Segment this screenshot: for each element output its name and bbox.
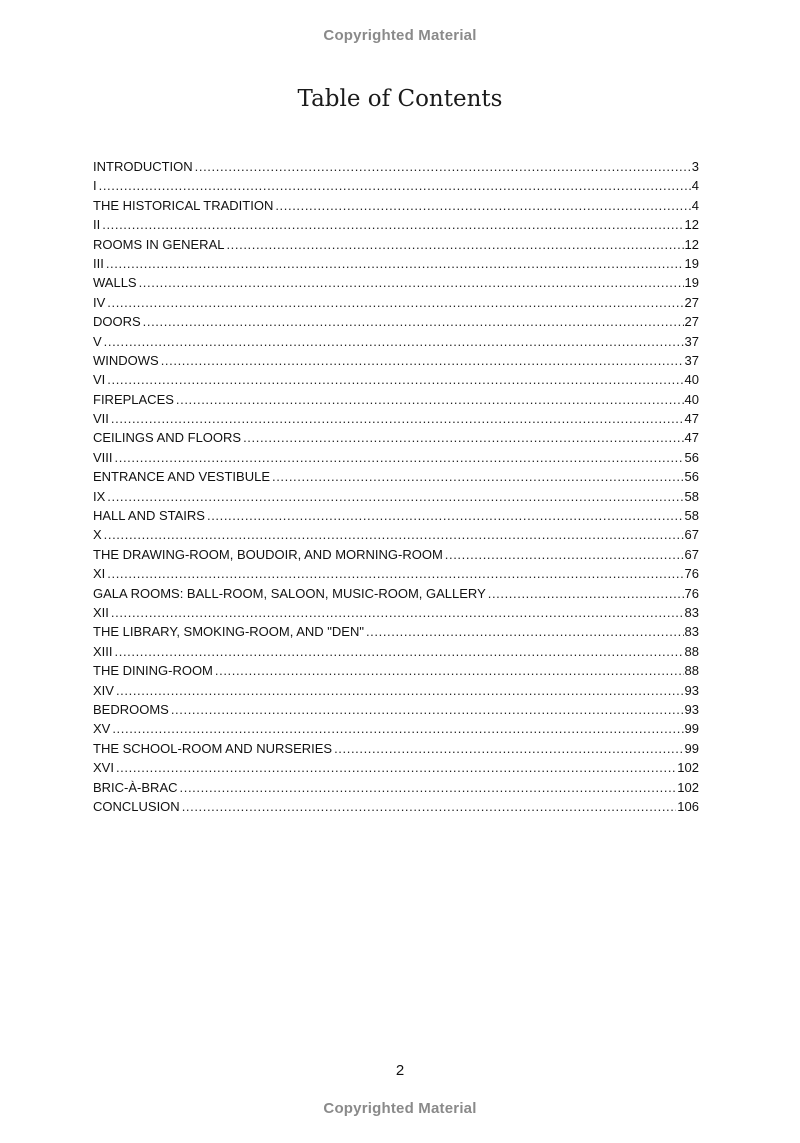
toc-dot-leader [182,799,677,814]
toc-entry-page-number: 27 [684,314,699,330]
toc-dot-leader [106,256,684,271]
toc-entry-label: WINDOWS [93,352,159,368]
toc-entry[interactable] [93,547,699,566]
toc-entry-label: BRIC-À-BRAC [93,779,178,795]
toc-entry[interactable] [93,178,699,197]
toc-entry[interactable] [93,702,699,721]
toc-entry[interactable] [93,275,699,294]
page-number: 2 [395,1062,405,1079]
toc-entry[interactable] [93,256,699,275]
toc-entry-label: VII [93,411,109,427]
toc-entry-label: FIREPLACES [93,391,174,407]
toc-entry-label: XVI [93,760,114,776]
toc-entry-page-number: 67 [684,527,699,543]
toc-entry-label: I [93,178,97,194]
toc-entry-label: XI [93,566,106,582]
toc-dot-leader [116,683,684,698]
toc-dot-leader [116,760,676,775]
toc-entry-page-number: 4 [691,197,699,213]
toc-entry[interactable] [93,314,699,333]
toc-dot-leader [226,237,683,252]
toc-dot-leader [102,217,683,232]
toc-entry-label: IV [93,294,106,310]
toc-entry[interactable] [93,624,699,643]
copyright-watermark-bottom: Copyrighted Material [323,1100,477,1117]
toc-dot-leader [207,508,684,523]
toc-entry[interactable] [93,159,699,178]
page-title: Table of Contents [297,86,503,112]
toc-entry-page-number: 56 [684,469,699,485]
toc-dot-leader [111,411,684,426]
toc-entry-page-number: 37 [684,333,699,349]
toc-entry[interactable] [93,566,699,585]
toc-entry[interactable] [93,780,699,799]
toc-dot-leader [107,566,683,581]
toc-entry-page-number: 12 [684,217,699,233]
toc-entry-label: GALA ROOMS: BALL-ROOM, SALOON, MUSIC-ROOM, GALLERY [93,585,486,601]
table-of-contents [93,159,699,818]
toc-dot-leader [143,314,684,329]
toc-entry[interactable] [93,217,699,236]
toc-entry[interactable] [93,663,699,682]
toc-entry-page-number: 27 [684,294,699,310]
toc-entry-label: DOORS [93,314,141,330]
toc-dot-leader [215,663,684,678]
toc-entry-label: VI [93,372,106,388]
toc-entry-label: THE SCHOOL-ROOM AND NURSERIES [93,740,333,756]
toc-entry-label: HALL AND STAIRS [93,508,205,524]
toc-dot-leader [161,353,684,368]
toc-entry-label: VIII [93,449,113,465]
toc-entry-label: CEILINGS AND FLOORS [93,430,242,446]
copyright-watermark-top: Copyrighted Material [323,27,477,44]
toc-entry-page-number: 47 [684,411,699,427]
toc-entry-label: ENTRANCE AND VESTIBULE [93,469,270,485]
toc-entry-label: THE DINING-ROOM [93,663,213,679]
toc-entry[interactable] [93,527,699,546]
toc-entry[interactable] [93,644,699,663]
toc-entry-label: III [93,255,104,271]
toc-entry-page-number: 56 [684,449,699,465]
toc-dot-leader [112,721,683,736]
toc-entry-page-number: 83 [684,604,699,620]
toc-entry[interactable] [93,392,699,411]
toc-entry-page-number: 12 [684,236,699,252]
toc-entry-label: XV [93,721,111,737]
toc-dot-leader [272,469,684,484]
toc-entry-label: CONCLUSION [93,798,180,814]
toc-dot-leader [139,275,684,290]
toc-entry-page-number: 83 [684,624,699,640]
toc-entry-page-number: 3 [691,159,699,174]
toc-dot-leader [243,430,683,445]
toc-entry[interactable] [93,295,699,314]
toc-dot-leader [107,295,683,310]
toc-entry-page-number: 58 [684,488,699,504]
toc-dot-leader [445,547,684,562]
toc-entry-page-number: 106 [677,798,699,814]
toc-entry[interactable] [93,721,699,740]
toc-entry-label: THE LIBRARY, SMOKING-ROOM, AND "DEN" [93,624,364,640]
toc-entry-label: X [93,527,102,543]
toc-entry[interactable] [93,237,699,256]
toc-entry[interactable] [93,430,699,449]
toc-entry[interactable] [93,586,699,605]
toc-entry-page-number: 19 [684,255,699,271]
toc-entry-label: THE DRAWING-ROOM, BOUDOIR, AND MORNING-ROOM [93,546,443,562]
toc-entry[interactable] [93,372,699,391]
toc-dot-leader [171,702,684,717]
toc-entry-page-number: 88 [684,643,699,659]
toc-dot-leader [334,741,683,756]
toc-entry[interactable] [93,450,699,469]
toc-entry-page-number: 99 [684,721,699,737]
toc-entry-label: XIII [93,643,113,659]
toc-dot-leader [115,644,684,659]
toc-entry-page-number: 40 [684,372,699,388]
toc-entry-page-number: 93 [684,682,699,698]
toc-entry-label: IX [93,488,106,504]
toc-dot-leader [195,159,691,174]
toc-entry[interactable] [93,334,699,353]
toc-entry-page-number: 88 [684,663,699,679]
toc-entry[interactable] [93,411,699,430]
toc-entry-page-number: 37 [684,352,699,368]
toc-dot-leader [115,450,684,465]
toc-dot-leader [107,489,683,504]
toc-entry-page-number: 19 [684,275,699,291]
toc-entry[interactable] [93,198,699,217]
toc-entry-label: XIV [93,682,114,698]
toc-entry-page-number: 102 [677,760,699,776]
toc-entry-label: V [93,333,102,349]
toc-entry[interactable] [93,489,699,508]
toc-entry[interactable] [93,469,699,488]
toc-dot-leader [176,392,684,407]
toc-dot-leader [488,586,684,601]
toc-entry-page-number: 67 [684,546,699,562]
toc-entry[interactable] [93,508,699,527]
toc-entry-page-number: 47 [684,430,699,446]
toc-entry-page-number: 102 [677,779,699,795]
toc-entry-page-number: 4 [691,178,699,194]
toc-entry-label: BEDROOMS [93,701,169,717]
toc-entry-label: WALLS [93,275,137,291]
toc-entry[interactable] [93,353,699,372]
toc-entry[interactable] [93,760,699,779]
toc-entry-label: INTRODUCTION [93,159,193,174]
toc-entry[interactable] [93,741,699,760]
toc-entry[interactable] [93,683,699,702]
toc-entry-label: XII [93,604,109,620]
toc-entry-label: II [93,217,101,233]
toc-dot-leader [180,780,677,795]
toc-entry-label: THE HISTORICAL TRADITION [93,197,274,213]
toc-entry-label: ROOMS IN GENERAL [93,236,225,252]
toc-dot-leader [104,334,684,349]
toc-dot-leader [366,624,684,639]
toc-dot-leader [104,527,684,542]
toc-entry-page-number: 76 [684,566,699,582]
toc-entry-page-number: 93 [684,701,699,717]
toc-entry-page-number: 76 [684,585,699,601]
toc-dot-leader [99,178,691,193]
toc-dot-leader [111,605,684,620]
toc-entry-page-number: 99 [684,740,699,756]
toc-dot-leader [107,372,683,387]
toc-dot-leader [275,198,690,213]
toc-entry-page-number: 40 [684,391,699,407]
toc-entry-page-number: 58 [684,508,699,524]
toc-entry[interactable] [93,799,699,818]
toc-entry[interactable] [93,605,699,624]
